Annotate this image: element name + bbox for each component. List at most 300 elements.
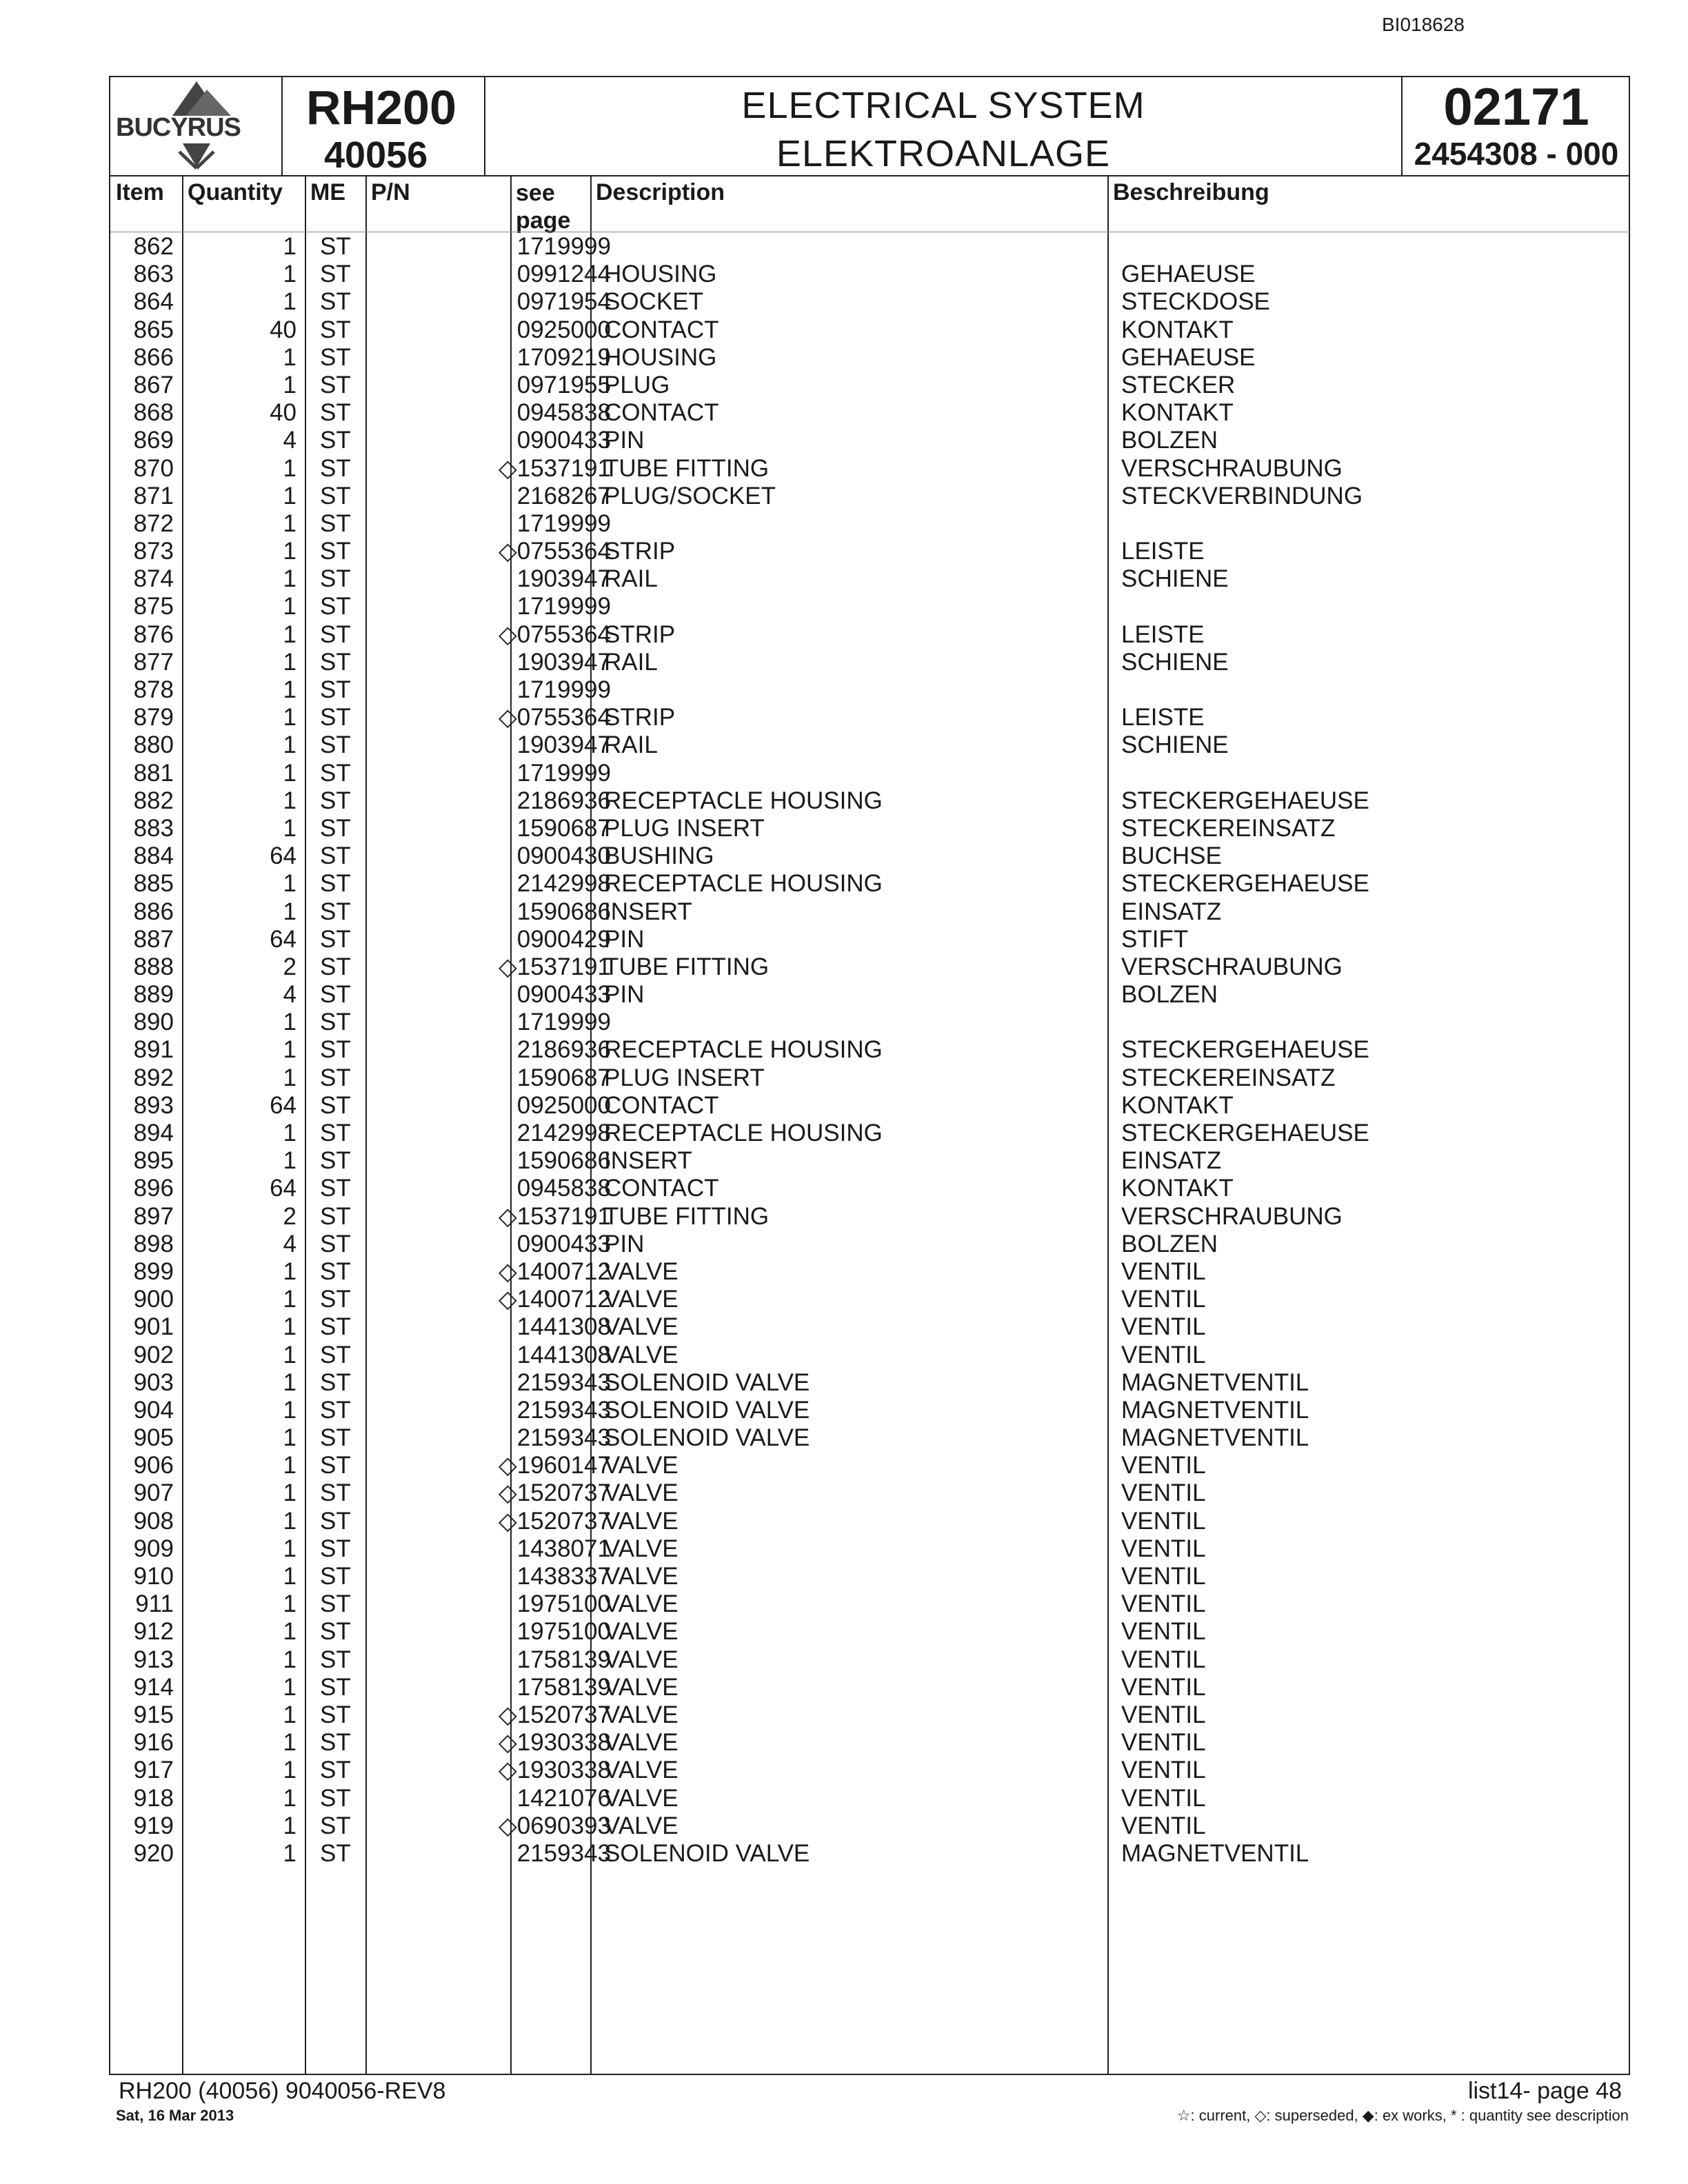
cell-description: BUSHING <box>604 842 714 870</box>
cell-part-number: 1903947 <box>516 565 611 593</box>
table-row <box>110 427 1629 454</box>
cell-beschreibung: VENTIL <box>1121 1286 1206 1313</box>
cell-me: ST <box>320 981 351 1009</box>
cell-part-number: 0991244 <box>516 261 611 288</box>
table-row <box>110 1646 1629 1674</box>
table-row <box>110 676 1629 704</box>
table-row <box>110 1342 1629 1369</box>
cell-quantity: 1 <box>283 565 297 593</box>
cell-part-number: 0900433 <box>516 1230 611 1257</box>
cell-description: VALVE <box>604 1257 679 1285</box>
cell-item: 867 <box>133 371 174 398</box>
table-row <box>110 510 1629 538</box>
cell-quantity: 1 <box>283 1784 297 1812</box>
cell-me: ST <box>320 1257 351 1285</box>
cell-description: VALVE <box>604 1757 679 1784</box>
cell-beschreibung: SCHIENE <box>1121 565 1229 593</box>
cell-me: ST <box>320 676 351 703</box>
cell-item: 872 <box>133 509 174 537</box>
cell-part-number: 0900429 <box>516 925 611 953</box>
cell-item: 862 <box>133 233 174 260</box>
cell-me: ST <box>320 870 351 898</box>
table-row <box>110 1092 1629 1120</box>
cell-quantity: 1 <box>283 233 297 260</box>
column-header-quantity: Quantity <box>188 179 283 205</box>
cell-me: ST <box>320 648 351 676</box>
cell-item: 887 <box>133 925 174 953</box>
cell-item: 918 <box>133 1784 174 1812</box>
cell-quantity: 1 <box>283 1646 297 1673</box>
cell-me: ST <box>320 1784 351 1812</box>
cell-item: 869 <box>133 427 174 454</box>
cell-part-number: ◇1520737 <box>498 1479 611 1507</box>
cell-quantity: 1 <box>283 538 297 565</box>
table-row <box>110 1785 1629 1812</box>
cell-quantity: 1 <box>283 1701 297 1728</box>
cell-quantity: 1 <box>283 1757 297 1784</box>
cell-me: ST <box>320 1009 351 1036</box>
cell-part-number: 1441308 <box>516 1341 611 1368</box>
cell-part-number: ◇0755364 <box>498 704 611 731</box>
cell-item: 876 <box>133 620 174 648</box>
cell-beschreibung: VENTIL <box>1121 1507 1206 1535</box>
table-row <box>110 1479 1629 1507</box>
cell-part-number: ◇1537191 <box>498 454 611 482</box>
cell-quantity: 1 <box>283 1812 297 1839</box>
cell-part-number: ◇1930338 <box>498 1729 611 1757</box>
cell-quantity: 1 <box>283 787 297 814</box>
cell-description: VALVE <box>604 1673 679 1701</box>
cell-part-number: 1441308 <box>516 1313 611 1341</box>
cell-me: ST <box>320 1563 351 1590</box>
cell-part-number: 0900433 <box>516 981 611 1009</box>
cell-quantity: 4 <box>283 981 297 1009</box>
cell-item: 912 <box>133 1618 174 1646</box>
cell-me: ST <box>320 1230 351 1257</box>
cell-beschreibung: VENTIL <box>1121 1479 1206 1507</box>
column-header-pn: P/N <box>371 179 410 205</box>
cell-description: PIN <box>604 925 645 953</box>
cell-item: 904 <box>133 1396 174 1424</box>
cell-item: 871 <box>133 482 174 509</box>
footer-page: list14- page 48 <box>1467 2078 1622 2104</box>
cell-me: ST <box>320 814 351 842</box>
cell-description: STRIP <box>604 620 676 648</box>
cell-item: 891 <box>133 1036 174 1064</box>
cell-me: ST <box>320 316 351 343</box>
cell-quantity: 64 <box>270 1091 297 1119</box>
cell-part-number: 1903947 <box>516 648 611 676</box>
cell-item: 863 <box>133 261 174 288</box>
cell-me: ST <box>320 925 351 953</box>
cell-item: 898 <box>133 1230 174 1257</box>
cell-description: VALVE <box>604 1729 679 1757</box>
table-row <box>110 261 1629 288</box>
cell-me: ST <box>320 759 351 787</box>
cell-me: ST <box>320 620 351 648</box>
table-row <box>110 1120 1629 1147</box>
cell-me: ST <box>320 1535 351 1562</box>
cell-part-number: 0971955 <box>516 371 611 398</box>
table-row <box>110 1563 1629 1590</box>
cell-item: 910 <box>133 1563 174 1590</box>
footer-document-ref: RH200 (40056) 9040056-REV8 <box>119 2078 446 2104</box>
cell-item: 909 <box>133 1535 174 1562</box>
cell-quantity: 1 <box>283 1618 297 1646</box>
group-number: 02171 <box>1443 78 1589 136</box>
cell-part-number: ◇1930338 <box>498 1757 611 1784</box>
cell-item: 903 <box>133 1368 174 1396</box>
cell-description: PLUG INSERT <box>604 1064 765 1091</box>
cell-quantity: 1 <box>283 759 297 787</box>
cell-beschreibung: VENTIL <box>1121 1757 1206 1784</box>
cell-beschreibung: SCHIENE <box>1121 648 1229 676</box>
cell-item: 908 <box>133 1507 174 1535</box>
cell-quantity: 1 <box>283 261 297 288</box>
cell-item: 870 <box>133 454 174 482</box>
table-row <box>110 316 1629 344</box>
cell-part-number: 1903947 <box>516 731 611 759</box>
cell-item: 879 <box>133 704 174 731</box>
table-row <box>110 1258 1629 1286</box>
cell-me: ST <box>320 1701 351 1728</box>
cell-me: ST <box>320 1368 351 1396</box>
cell-item: 899 <box>133 1257 174 1285</box>
cell-part-number: 2159343 <box>516 1396 611 1424</box>
cell-description: VALVE <box>604 1507 679 1535</box>
table-row <box>110 842 1629 870</box>
cell-part-number: ◇1520737 <box>498 1507 611 1535</box>
model-serial: 40056 <box>324 134 428 176</box>
table-row <box>110 1452 1629 1479</box>
cell-part-number: 1438337 <box>516 1563 611 1590</box>
cell-quantity: 40 <box>270 399 297 427</box>
cell-description: VALVE <box>604 1286 679 1313</box>
cell-description: PLUG/SOCKET <box>604 482 776 509</box>
cell-item: 883 <box>133 814 174 842</box>
cell-quantity: 1 <box>283 1507 297 1535</box>
cell-beschreibung: VERSCHRAUBUNG <box>1121 1202 1343 1230</box>
table-row <box>110 1064 1629 1092</box>
cell-description: RECEPTACLE HOUSING <box>604 787 883 814</box>
cell-beschreibung: SCHIENE <box>1121 731 1229 759</box>
table-row <box>110 1590 1629 1618</box>
table-row <box>110 1508 1629 1535</box>
title-cell <box>485 77 1403 175</box>
cell-quantity: 64 <box>270 842 297 870</box>
footer-date: Sat, 16 Mar 2013 <box>116 2107 234 2124</box>
cell-item: 917 <box>133 1757 174 1784</box>
cell-beschreibung: LEISTE <box>1121 620 1205 648</box>
cell-me: ST <box>320 1839 351 1867</box>
cell-part-number: ◇0755364 <box>498 620 611 648</box>
cell-item: 885 <box>133 870 174 898</box>
cell-quantity: 1 <box>283 509 297 537</box>
cell-me: ST <box>320 1452 351 1479</box>
cell-description: VALVE <box>604 1812 679 1839</box>
cell-quantity: 1 <box>283 1424 297 1452</box>
cell-me: ST <box>320 842 351 870</box>
cell-part-number: 1719999 <box>516 233 611 260</box>
cell-beschreibung: STECKEREINSATZ <box>1121 814 1336 842</box>
cell-quantity: 1 <box>283 1120 297 1146</box>
cell-part-number: 1709219 <box>516 343 611 371</box>
cell-part-number: 1590687 <box>516 1064 611 1091</box>
table-row <box>110 1231 1629 1258</box>
cell-part-number: ◇1960147 <box>498 1452 611 1479</box>
table-row <box>110 1674 1629 1701</box>
cell-quantity: 1 <box>283 593 297 620</box>
table-row <box>110 1203 1629 1231</box>
cell-part-number: 2142998 <box>516 870 611 898</box>
cell-quantity: 1 <box>283 1064 297 1091</box>
cell-beschreibung: BOLZEN <box>1121 1230 1218 1257</box>
cell-part-number: 2142998 <box>516 1120 611 1146</box>
cell-description: RECEPTACLE HOUSING <box>604 1120 883 1146</box>
table-row <box>110 1424 1629 1452</box>
cell-me: ST <box>320 343 351 371</box>
table-row <box>110 1812 1629 1840</box>
cell-description: CONTACT <box>604 1175 719 1202</box>
cell-quantity: 1 <box>283 1839 297 1867</box>
cell-item: 914 <box>133 1673 174 1701</box>
table-row <box>110 731 1629 759</box>
cell-quantity: 1 <box>283 648 297 676</box>
cell-quantity: 1 <box>283 371 297 398</box>
cell-item: 902 <box>133 1341 174 1368</box>
cell-quantity: 1 <box>283 1590 297 1618</box>
cell-part-number: ◇0690393 <box>498 1812 611 1839</box>
cell-part-number: 2159343 <box>516 1368 611 1396</box>
cell-beschreibung: MAGNETVENTIL <box>1121 1396 1309 1424</box>
table-row <box>110 1729 1629 1757</box>
table-row <box>110 565 1629 593</box>
cell-me: ST <box>320 261 351 288</box>
cell-item: 905 <box>133 1424 174 1452</box>
cell-description: SOLENOID VALVE <box>604 1368 810 1396</box>
cell-item: 888 <box>133 953 174 980</box>
cell-item: 880 <box>133 731 174 759</box>
cell-part-number: ◇0755364 <box>498 538 611 565</box>
cell-quantity: 1 <box>283 1313 297 1341</box>
cell-item: 916 <box>133 1729 174 1757</box>
cell-beschreibung: LEISTE <box>1121 704 1205 731</box>
cell-me: ST <box>320 1590 351 1618</box>
cell-beschreibung: VENTIL <box>1121 1590 1206 1618</box>
cell-description: VALVE <box>604 1618 679 1646</box>
table-row <box>110 1397 1629 1424</box>
cell-description: PIN <box>604 981 645 1009</box>
cell-part-number: 0945838 <box>516 399 611 427</box>
cell-me: ST <box>320 1091 351 1119</box>
cell-me: ST <box>320 1396 351 1424</box>
cell-beschreibung: STECKERGEHAEUSE <box>1121 787 1369 814</box>
cell-quantity: 1 <box>283 1147 297 1175</box>
cell-quantity: 1 <box>283 704 297 731</box>
cell-description: HOUSING <box>604 261 717 288</box>
cell-item: 913 <box>133 1646 174 1673</box>
cell-part-number: 1438071 <box>516 1535 611 1562</box>
cell-description: VALVE <box>604 1313 679 1341</box>
cell-me: ST <box>320 288 351 316</box>
table-row <box>110 1009 1629 1036</box>
cell-beschreibung: STECKDOSE <box>1121 288 1270 316</box>
cell-quantity: 2 <box>283 953 297 980</box>
cell-me: ST <box>320 1341 351 1368</box>
table-row <box>110 1701 1629 1729</box>
cell-item: 875 <box>133 593 174 620</box>
cell-me: ST <box>320 427 351 454</box>
cell-beschreibung: EINSATZ <box>1121 898 1222 925</box>
cell-part-number: 1719999 <box>516 509 611 537</box>
cell-me: ST <box>320 1812 351 1839</box>
cell-description: STRIP <box>604 538 676 565</box>
cell-part-number: 0945838 <box>516 1175 611 1202</box>
cell-me: ST <box>320 482 351 509</box>
cell-item: 873 <box>133 538 174 565</box>
table-row <box>110 344 1629 372</box>
cell-beschreibung: VENTIL <box>1121 1452 1206 1479</box>
cell-description: PLUG INSERT <box>604 814 765 842</box>
table-row <box>110 760 1629 787</box>
cell-description: SOLENOID VALVE <box>604 1839 810 1867</box>
cell-me: ST <box>320 1479 351 1507</box>
cell-me: ST <box>320 1757 351 1784</box>
cell-beschreibung: VENTIL <box>1121 1563 1206 1590</box>
cell-item: 919 <box>133 1812 174 1839</box>
cell-part-number: 2186936 <box>516 1036 611 1064</box>
cell-item: 868 <box>133 399 174 427</box>
cell-item: 920 <box>133 1839 174 1867</box>
cell-part-number: 2168267 <box>516 482 611 509</box>
column-header-description: Description <box>596 179 725 205</box>
cell-quantity: 1 <box>283 731 297 759</box>
cell-part-number: 0925000 <box>516 1091 611 1119</box>
cell-quantity: 4 <box>283 427 297 454</box>
cell-beschreibung: VENTIL <box>1121 1673 1206 1701</box>
cell-item: 889 <box>133 981 174 1009</box>
table-row <box>110 953 1629 981</box>
cell-me: ST <box>320 565 351 593</box>
cell-item: 907 <box>133 1479 174 1507</box>
cell-part-number: ◇1537191 <box>498 953 611 980</box>
cell-part-number: 1975100 <box>516 1618 611 1646</box>
cell-part-number: ◇1400712 <box>498 1286 611 1313</box>
cell-description: RECEPTACLE HOUSING <box>604 870 883 898</box>
cell-description: CONTACT <box>604 1091 719 1119</box>
cell-beschreibung: STECKERGEHAEUSE <box>1121 1036 1369 1064</box>
table-row <box>110 233 1629 261</box>
cell-quantity: 1 <box>283 898 297 925</box>
cell-description: INSERT <box>604 898 692 925</box>
cell-quantity: 1 <box>283 482 297 509</box>
cell-part-number: 1590687 <box>516 814 611 842</box>
cell-quantity: 1 <box>283 1036 297 1064</box>
cell-me: ST <box>320 593 351 620</box>
cell-quantity: 4 <box>283 1230 297 1257</box>
cell-beschreibung: MAGNETVENTIL <box>1121 1839 1309 1867</box>
cell-item: 884 <box>133 842 174 870</box>
cell-beschreibung: GEHAEUSE <box>1121 261 1256 288</box>
cell-quantity: 1 <box>283 1452 297 1479</box>
model-name: RH200 <box>306 81 456 134</box>
cell-me: ST <box>320 399 351 427</box>
cell-me: ST <box>320 509 351 537</box>
cell-item: 915 <box>133 1701 174 1728</box>
cell-item: 874 <box>133 565 174 593</box>
cell-description: RAIL <box>604 648 658 676</box>
cell-me: ST <box>320 1120 351 1146</box>
cell-part-number: 1719999 <box>516 1009 611 1036</box>
cell-part-number: ◇1537191 <box>498 1202 611 1230</box>
cell-item: 865 <box>133 316 174 343</box>
cell-part-number: 1421076 <box>516 1784 611 1812</box>
cell-description: VALVE <box>604 1452 679 1479</box>
cell-quantity: 1 <box>283 1673 297 1701</box>
cell-beschreibung: BOLZEN <box>1121 981 1218 1009</box>
cell-item: 894 <box>133 1120 174 1146</box>
table-row <box>110 704 1629 731</box>
table-row <box>110 1618 1629 1646</box>
cell-description: CONTACT <box>604 316 719 343</box>
cell-beschreibung: MAGNETVENTIL <box>1121 1424 1309 1452</box>
cell-part-number: 1719999 <box>516 759 611 787</box>
cell-part-number: 1975100 <box>516 1590 611 1618</box>
cell-item: 911 <box>135 1590 174 1618</box>
cell-description: RECEPTACLE HOUSING <box>604 1036 883 1064</box>
cell-description: PLUG <box>604 371 670 398</box>
cell-item: 900 <box>133 1286 174 1313</box>
table-row <box>110 981 1629 1009</box>
cell-beschreibung: VERSCHRAUBUNG <box>1121 454 1343 482</box>
cell-quantity: 64 <box>270 925 297 953</box>
cell-beschreibung: VENTIL <box>1121 1646 1206 1673</box>
cell-description: RAIL <box>604 565 658 593</box>
table-row <box>110 1757 1629 1784</box>
cell-description: TUBE FITTING <box>604 1202 770 1230</box>
table-row <box>110 455 1629 483</box>
cell-me: ST <box>320 704 351 731</box>
cell-description: CONTACT <box>604 399 719 427</box>
title-english: ELECTRICAL SYSTEM <box>741 85 1145 126</box>
cell-me: ST <box>320 1673 351 1701</box>
sheet-header <box>110 77 1629 176</box>
cell-me: ST <box>320 1646 351 1673</box>
cell-item: 901 <box>133 1313 174 1341</box>
table-row <box>110 399 1629 427</box>
cell-beschreibung: KONTAKT <box>1121 399 1234 427</box>
title-german: ELEKTROANLAGE <box>776 133 1111 174</box>
table-row <box>110 621 1629 649</box>
cell-description: TUBE FITTING <box>604 953 770 980</box>
cell-description: SOLENOID VALVE <box>604 1396 810 1424</box>
cell-part-number: 1590686 <box>516 1147 611 1175</box>
cell-beschreibung: KONTAKT <box>1121 1175 1234 1202</box>
cell-description: VALVE <box>604 1535 679 1562</box>
cell-me: ST <box>320 1313 351 1341</box>
cell-beschreibung: VENTIL <box>1121 1313 1206 1341</box>
cell-me: ST <box>320 538 351 565</box>
table-row <box>110 787 1629 815</box>
cell-quantity: 1 <box>283 454 297 482</box>
cell-item: 895 <box>133 1147 174 1175</box>
cell-part-number: 0925000 <box>516 316 611 343</box>
cell-item: 877 <box>133 648 174 676</box>
cell-part-number: 1590686 <box>516 898 611 925</box>
cell-part-number: 2159343 <box>516 1839 611 1867</box>
cell-beschreibung: STECKERGEHAEUSE <box>1121 1120 1369 1146</box>
table-row <box>110 1036 1629 1064</box>
